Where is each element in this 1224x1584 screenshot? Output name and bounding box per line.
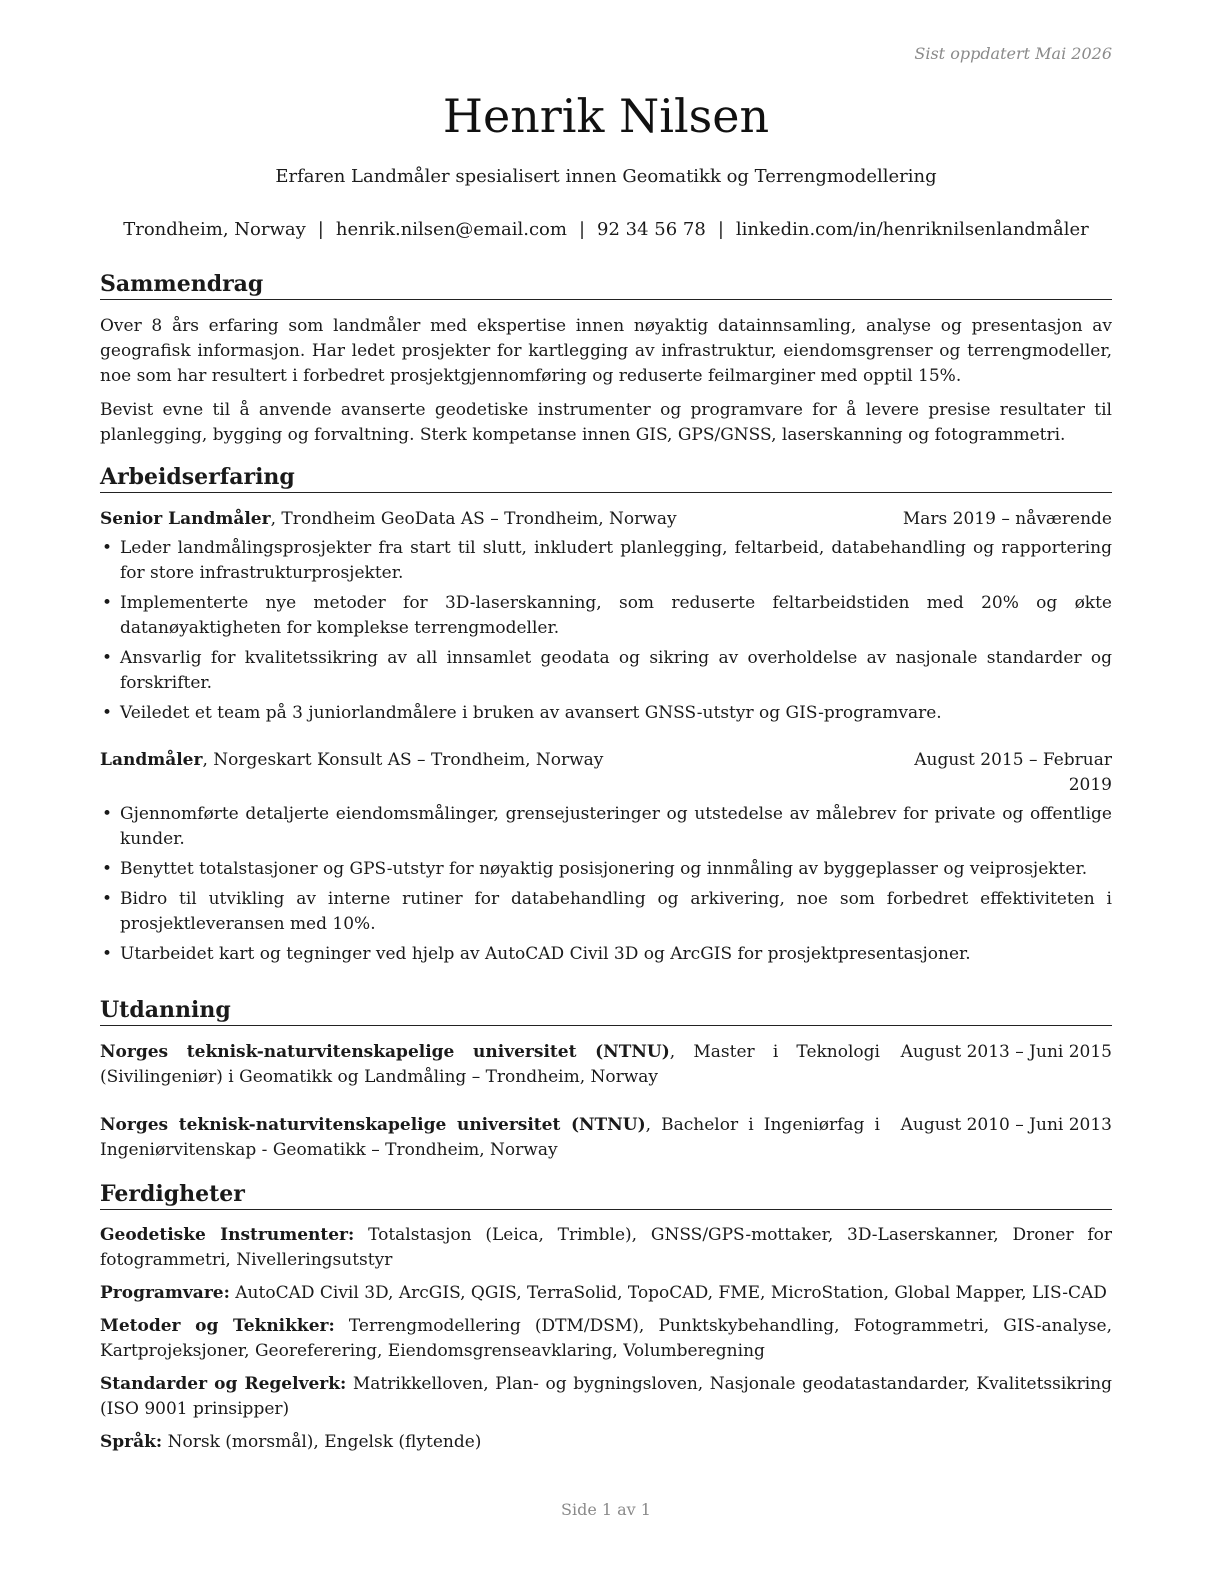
last-updated: Sist oppdatert Mai 2026 — [914, 44, 1112, 63]
education-detail: , Master i Teknologi (Sivilingeniør) i Geomatikk og Landmåling – Trondheim, Norway — [100, 1042, 880, 1087]
contact-email[interactable]: henrik.nilsen@email.com — [335, 219, 567, 240]
contact-separator: | — [578, 219, 586, 240]
job-entry — [100, 507, 1112, 726]
job-bullet: • Utarbeidet kart og tegninger ved hjelp av AutoCAD Civil 3D og ArcGIS for prosjektpresentasjoner. — [100, 942, 1112, 967]
job-role: Landmåler — [100, 750, 203, 770]
job-entry — [100, 748, 1112, 967]
contact-line — [80, 219, 1132, 240]
job-bullet: • Leder landmålingsprosjekter fra start til slutt, inkludert planlegging, feltarbeid, databehandling og rapportering for store infrastrukturprosjekter. — [100, 536, 1112, 586]
skill-label: Språk: — [100, 1432, 163, 1452]
summary-section — [100, 270, 1112, 448]
skill-value: AutoCAD Civil 3D, ArcGIS, QGIS, TerraSolid, TopoCAD, FME, MicroStation, Global Mapper, LIS-CAD — [229, 1283, 1107, 1303]
skill-group — [100, 1223, 1112, 1273]
job-bullet: • Ansvarlig for kvalitetssikring av all innsamlet geodata og sikring av overholdelse av nasjonale standarder og forskrifter. — [100, 646, 1112, 696]
education-entry — [100, 1040, 1112, 1090]
job-role: Senior Landmåler — [100, 509, 271, 529]
job-bullet: • Bidro til utvikling av interne rutiner for databehandling og arkivering, noe som forbedret effektiviteten i prosjektleveransen med 10%. — [100, 887, 1112, 937]
job-dates: August 2015 – Februar 2019 — [914, 750, 1112, 795]
summary-paragraph: Bevist evne til å anvende avanserte geodetiske instrumenter og programvare for å levere presise resultater til planlegging, bygging og forvaltning. Sterk kompetanse innen GIS, GPS/GNSS, laserskanning og fotogrammetri. — [100, 400, 1112, 445]
skill-value: Matrikkelloven, Plan- og bygningsloven, Nasjonale geodatastandarder, Kvalitetssikring (ISO 9001 prinsipper) — [100, 1374, 1112, 1419]
skill-label: Geodetiske Instrumenter: — [100, 1225, 355, 1245]
candidate-tagline: Erfaren Landmåler spesialisert innen Geomatikk og Terrengmodellering — [275, 166, 937, 187]
skill-label: Programvare: — [100, 1283, 230, 1303]
education-detail: , Bachelor i Ingeniørfag i Ingeniørvitenskap - Geomatikk – Trondheim, Norway — [100, 1115, 880, 1160]
job-bullet: • Veiledet et team på 3 juniorlandmålere i bruken av avansert GNSS-utstyr og GIS-programvare. — [100, 701, 1112, 726]
job-bullets — [100, 802, 1112, 967]
summary-paragraph: Over 8 års erfaring som landmåler med ekspertise innen nøyaktig datainnsamling, analyse og presentasjon av geografisk informasjon. Har ledet prosjekter for kartlegging av infrastruktur, eiendomsgrenser og terrengmodeller, noe som har resultert i forbedret prosjektgjennomføring og reduserte feilmarginer med opptil 15%. — [100, 316, 1112, 386]
resume-page — [100, 0, 1112, 1584]
job-bullet: • Implementerte nye metoder for 3D-laserskanning, som reduserte feltarbeidstiden med 20% og økte datanøyaktigheten for komplekse terrengmodeller. — [100, 591, 1112, 641]
job-company: , Trondheim GeoData AS – Trondheim, Norway — [270, 509, 677, 529]
job-company: , Norgeskart Konsult AS – Trondheim, Norway — [202, 750, 604, 770]
job-dates: Mars 2019 – nåværende — [902, 509, 1112, 529]
contact-separator: | — [317, 219, 324, 240]
section-title-skills: Ferdigheter — [100, 1180, 1112, 1210]
page-number: Side 1 av 1 — [561, 1500, 651, 1519]
skill-value: Totalstasjon (Leica, Trimble), GNSS/GPS-mottaker, 3D-Laserskanner, Droner for fotogrammetri, Nivelleringsutstyr — [100, 1225, 1113, 1270]
section-title-summary: Sammendrag — [100, 270, 1112, 300]
job-bullet: • Gjennomførte detaljerte eiendomsmålinger, grensejusteringer og utstedelse av målebrev for private og offentlige kunder. — [100, 802, 1112, 852]
education-entry — [100, 1113, 1112, 1163]
skill-group — [100, 1281, 1112, 1306]
education-dates: August 2013 – Juni 2015 — [900, 1042, 1112, 1062]
job-bullets — [100, 536, 1112, 726]
education-school: Norges teknisk-naturvitenskapelige universitet (NTNU) — [100, 1042, 670, 1062]
contact-linkedin[interactable]: linkedin.com/in/henriknilsenlandmåler — [735, 219, 1089, 240]
skill-group — [100, 1430, 1112, 1455]
contact-separator: | — [717, 219, 724, 240]
skill-label: Standarder og Regelverk: — [100, 1374, 347, 1394]
job-header — [100, 748, 1112, 798]
job-bullet: • Benyttet totalstasjoner og GPS-utstyr for nøyaktig posisjonering og innmåling av byggeplasser og veiprosjekter. — [100, 857, 1112, 882]
section-title-education: Utdanning — [100, 996, 1112, 1026]
experience-section — [100, 463, 1112, 972]
education-dates: August 2010 – Juni 2013 — [900, 1115, 1112, 1135]
skill-group — [100, 1314, 1112, 1364]
skill-value: Norsk (morsmål), Engelsk (flytende) — [162, 1432, 482, 1452]
skills-section — [100, 1180, 1112, 1463]
education-school: Norges teknisk-naturvitenskapelige universitet (NTNU) — [100, 1115, 646, 1135]
section-title-experience: Arbeidserfaring — [100, 463, 1112, 493]
skill-group — [100, 1372, 1112, 1422]
skill-label: Metoder og Teknikker: — [100, 1316, 335, 1336]
contact-phone: 92 34 56 78 — [597, 219, 706, 240]
skill-value: Terrengmodellering (DTM/DSM), Punktskybehandling, Fotogrammetri, GIS-analyse, Kartprojeksjoner, Georeferering, Eiendomsgrenseavklaring, Volumberegning — [100, 1316, 1113, 1361]
candidate-name: Henrik Nilsen — [442, 89, 770, 143]
education-section — [100, 996, 1112, 1163]
contact-location: Trondheim, Norway — [123, 219, 306, 240]
job-header — [100, 507, 1112, 532]
